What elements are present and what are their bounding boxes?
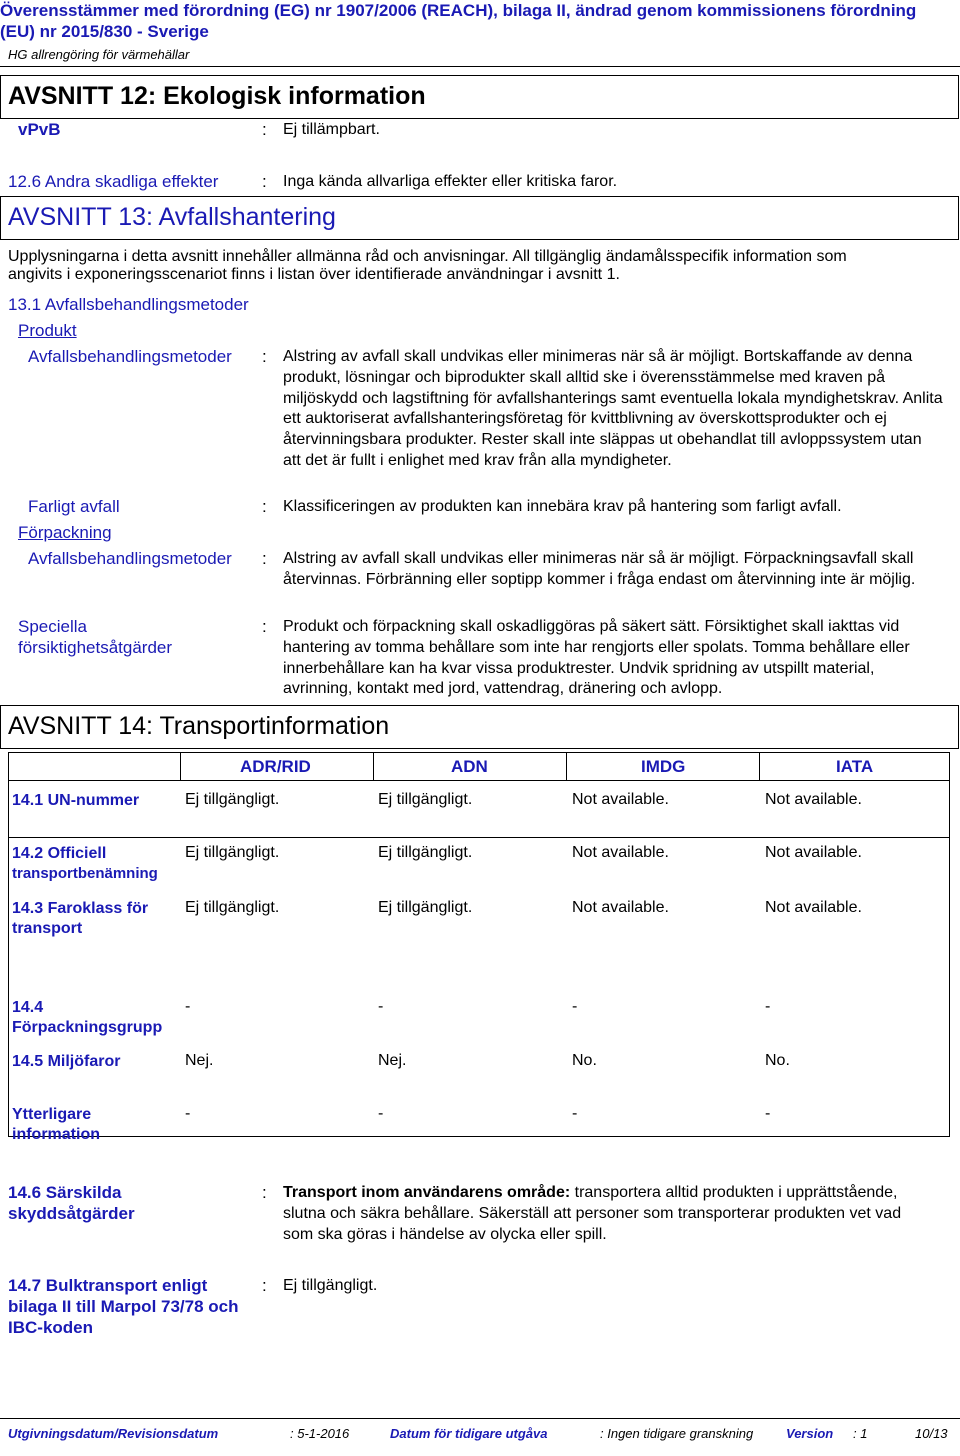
vpvb-label: vPvB [18,120,61,139]
other-effects-value: Inga kända allvarliga effekter eller kritiska faror. [283,173,618,190]
produkt-heading: Produkt [18,321,77,340]
cell-add-iata: - [765,1105,771,1122]
precautions-label-line-2: försiktighetsåtgärder [18,638,173,657]
packaging-heading: Förpackning [18,523,112,542]
special-precautions-bold: Transport inom användarens område: [283,1184,571,1201]
section-13-title: AVSNITT 13: Avfallshantering [8,203,336,231]
cell-name-adn: Ej tillgängligt. [378,844,473,861]
packaging-methods-value: Alstring av avfall skall undvikas eller minimeras när så är möjligt. Förpackningsavfall skall återvinnas. Förbränning eller soptipp kommer i fråga endast om återvinning inte är möjlig. [283,550,916,588]
special-precautions-text: transportera alltid produkten i upprättstående, slutna och säkra behållare. Säkerställ att personer som transporterar produkten vet vad som ska göras i händelse av olycka eller spill. [283,1184,902,1243]
precautions-colon: : [262,617,267,636]
hazardous-waste-value: Klassificeringen av produkten kan innebära krav på hantering som farligt avfall. [283,498,842,515]
vpvb-value: Ej tillämpbart. [283,121,380,138]
footer-page-number: 10/13 [915,1426,948,1441]
col-divider-4 [759,752,760,780]
section-14-title: AVSNITT 14: Transportinformation [8,712,390,740]
bulk-transport-label-1: 14.7 Bulktransport enligt [8,1276,208,1295]
cell-env-adn: Nej. [378,1052,407,1069]
regulation-line-1: Överensstämmer med förordning (EG) nr 1907/2006 (REACH), bilaga II, ändrad genom kommissionens förordning [0,1,917,20]
hazardous-waste-label: Farligt avfall [28,497,120,516]
row-label-additional-2: information [12,1126,100,1143]
regulation-line-2: (EU) nr 2015/830 - Sverige [0,22,209,41]
col-header-adr-rid: ADR/RID [240,757,311,776]
bulk-transport-value: Ej tillgängligt. [283,1277,378,1294]
row-label-env-hazards: 14.5 Miljöfaror [12,1053,121,1070]
cell-class-adr: Ej tillgängligt. [185,899,280,916]
section-12-title: AVSNITT 12: Ekologisk information [8,82,426,110]
footer-version-value: : 1 [853,1426,868,1441]
cell-pg-adn: - [378,998,384,1015]
cell-pg-iata: - [765,998,771,1015]
cell-name-adr: Ej tillgängligt. [185,844,280,861]
footer-issue-value: : 5-1-2016 [290,1426,350,1441]
cell-pg-imdg: - [572,998,578,1015]
bulk-transport-label-3: IBC-koden [8,1318,93,1337]
row-label-un-number: 14.1 UN-nummer [12,792,140,809]
row-label-hazard-class-1: 14.3 Faroklass för [12,900,149,917]
row-label-packing-group-2: Förpackningsgrupp [12,1019,163,1036]
footer-prev-value: : Ingen tidigare granskning [600,1426,754,1441]
precautions-value: Produkt och förpackning skall oskadliggöras på säkert sätt. Försiktighet skall iakttas vid hantering av tomma behållare som inte har rengjorts eller spolats. Tomma behållare eller innerbehållare kan ha kvar vissa produktrester. Undvik spridning av utspillt material, avrinning, kontakt med jord, vattendrag, dränering och avlopp. [283,618,910,698]
special-precautions-value [283,1183,913,1245]
special-precautions-colon: : [262,1183,267,1202]
col-header-imdg: IMDG [641,757,686,776]
cell-un-adn: Ej tillgängligt. [378,791,473,808]
waste-methods-subtitle: 13.1 Avfallsbehandlingsmetoder [8,295,249,314]
cell-class-adn: Ej tillgängligt. [378,899,473,916]
footer-issue-label: Utgivningsdatum/Revisionsdatum [8,1426,219,1441]
hazardous-waste-colon: : [262,497,267,516]
row-label-shipping-name-1: 14.2 Officiell [12,845,107,862]
col-divider-3 [566,752,567,780]
cell-class-iata: Not available. [765,899,862,916]
cell-env-iata: No. [765,1052,790,1069]
cell-add-adn: - [378,1105,384,1122]
col-header-adn: ADN [451,757,488,776]
row-label-additional-1: Ytterligare [12,1106,92,1123]
cell-env-adr: Nej. [185,1052,214,1069]
header-divider [0,66,960,67]
precautions-label-line-1: Speciella [18,617,87,636]
cell-un-adr: Ej tillgängligt. [185,791,280,808]
cell-add-imdg: - [572,1105,578,1122]
special-precautions-label-2: skyddsåtgärder [8,1204,135,1223]
bulk-transport-label-2: bilaga II till Marpol 73/78 och [8,1297,239,1316]
bulk-transport-colon: : [262,1276,267,1295]
row-label-shipping-name-2: transportbenämning [12,865,158,882]
product-name: HG allrengöring för värmehällar [8,47,190,62]
cell-pg-adr: - [185,998,191,1015]
cell-name-iata: Not available. [765,844,862,861]
cell-class-imdg: Not available. [572,899,669,916]
col-header-iata: IATA [836,757,874,776]
section-13-intro-line-2: angivits i exponeringsscenariot finns i listan över identifierade användningar i avsnitt 1. [8,266,620,283]
col-divider-1 [180,752,181,780]
section-13-intro-line-1: Upplysningarna i detta avsnitt innehåller allmänna råd och anvisningar. All tillgänglig ändamålsspecifik information som [8,248,847,265]
cell-un-iata: Not available. [765,791,862,808]
packaging-methods-colon: : [262,549,267,568]
transport-header-divider [8,780,950,781]
col-divider-2 [373,752,374,780]
footer-prev-label: Datum för tidigare utgåva [390,1426,548,1441]
cell-un-imdg: Not available. [572,791,669,808]
other-effects-colon: : [262,172,267,191]
cell-name-imdg: Not available. [572,844,669,861]
special-precautions-label-1: 14.6 Särskilda [8,1183,122,1202]
produkt-methods-value: Alstring av avfall skall undvikas eller minimeras när så är möjligt. Bortskaffande av denna produkt, lösningar och biprodukter skall alltid ske i överensstämmelse med kraven på miljöskydd och lagstiftning för avfallshanterings samt eventuella lokala myndighetskrav. Anlita ett auktoriserat avfallshanteringsföretag för kvittblivning av överskottsprodukter och ej återvinningsbara produkter. Rester skall inte släppas ut obehandlat till avloppssystem utan att det är fullt i enlighet med krav från alla myndigheter. [283,348,943,469]
produkt-methods-label: Avfallsbehandlingsmetoder [28,347,232,366]
vpvb-colon: : [262,120,267,139]
other-effects-label: 12.6 Andra skadliga effekter [8,172,219,191]
produkt-methods-colon: : [262,347,267,366]
cell-env-imdg: No. [572,1052,597,1069]
footer-version-label: Version [786,1426,834,1441]
footer-divider [0,1418,960,1419]
row-label-hazard-class-2: transport [12,920,83,937]
row-label-packing-group-1: 14.4 [12,999,44,1016]
cell-add-adr: - [185,1105,191,1122]
packaging-methods-label: Avfallsbehandlingsmetoder [28,549,232,568]
